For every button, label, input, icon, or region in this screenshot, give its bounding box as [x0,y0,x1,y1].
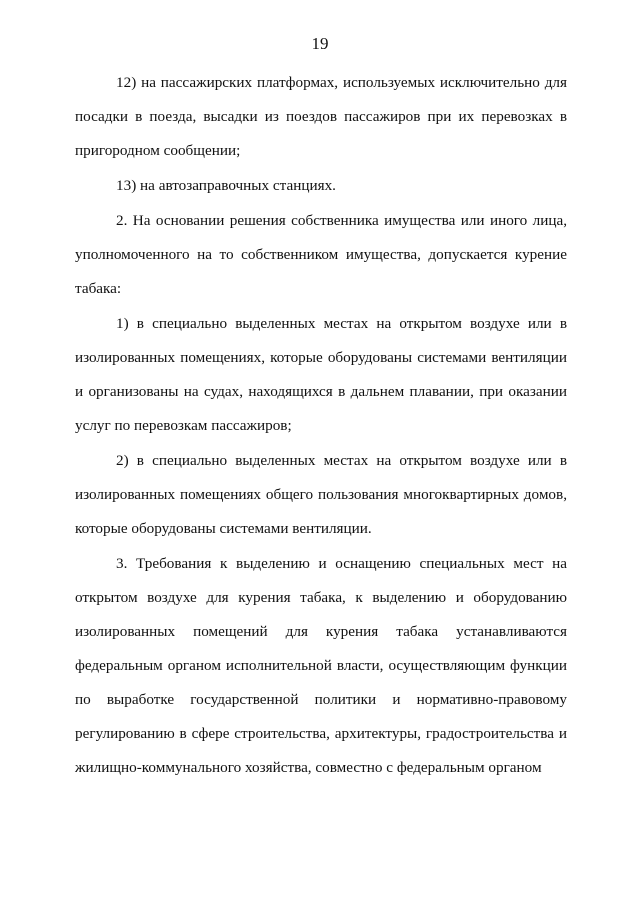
paragraph-section-2-item-2: 2) в специально выделенных местах на открытом воздухе или в изолированных помещениях общего пользования многоквартирных домов, которые оборудованы системами вентиляции. [75,452,567,537]
paragraph-section-3: 3. Требования к выделению и оснащению специальных мест на открытом воздухе для курения табака, к выделению и оборудованию изолированных помещений для курения табака устанавливаются федеральным органом исполнительной власти, осуществляющим функции по выработке государственной политики и нормативно-правовому регулированию в сфере строительства, архитектуры, градостроительства и жилищно-коммунального хозяйства, совместно с федеральным органом [75,555,567,776]
paragraph-section-2: 2. На основании решения собственника имущества или иного лица, уполномоченного на то собственником имущества, допускается курение табака: [75,212,567,297]
paragraph-item-13: 13) на автозаправочных станциях. [116,177,336,194]
paragraph-section-2-item-1: 1) в специально выделенных местах на открытом воздухе или в изолированных помещениях, которые оборудованы системами вентиляции и организованы на судах, находящихся в дальнем плавании, при оказании услуг по перевозкам пассажиров; [75,315,567,434]
page-number: 19 [311,34,329,53]
document-body [75,66,567,786]
paragraph-item-12: 12) на пассажирских платформах, используемых исключительно для посадки в поезда, высадки из поездов пассажиров при их перевозках в пригородном сообщении; [75,74,567,159]
